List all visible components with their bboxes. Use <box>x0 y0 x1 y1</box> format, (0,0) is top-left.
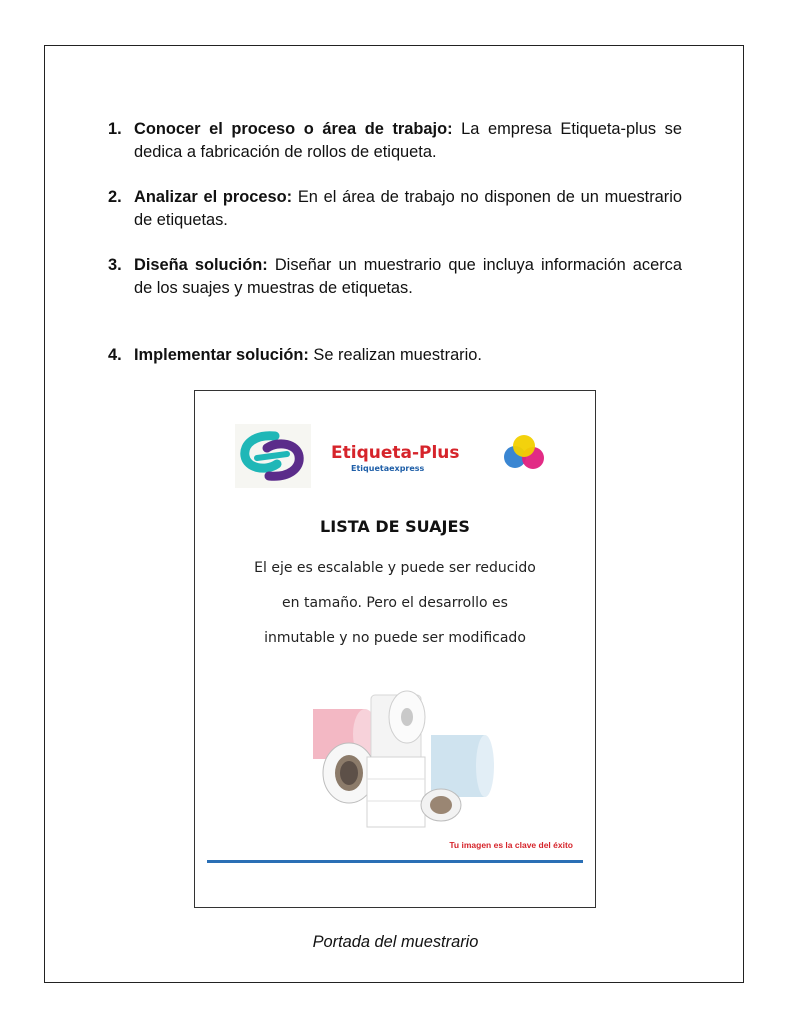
step-title: Analizar el proceso: <box>134 188 298 206</box>
cover-title: LISTA DE SUAJES <box>320 517 470 536</box>
label-rolls-image <box>307 687 497 832</box>
cover-divider <box>207 860 583 863</box>
step-title: Diseña solución: <box>134 256 275 274</box>
brand-name: Etiqueta-Plus <box>331 443 460 463</box>
step-item <box>108 186 682 232</box>
step-title: Implementar solución: <box>134 346 314 364</box>
step-number: 2. <box>108 188 122 206</box>
color-circles-icon <box>501 433 549 473</box>
step-text: La empresa Etiqueta-plus se dedica a fabricación de rollos de etiqueta. <box>134 120 682 161</box>
step-item <box>108 118 682 164</box>
step-title: Conocer el proceso o área de trabajo: <box>134 120 462 138</box>
step-number: 4. <box>108 346 122 364</box>
cover-text-line: inmutable y no puede ser modificado <box>264 630 526 646</box>
step-number: 3. <box>108 256 122 274</box>
cover-text-line: El eje es escalable y puede ser reducido <box>254 560 536 576</box>
step-text: Diseñar un muestrario que incluya información acerca de los suajes y muestras de etiquetas. <box>134 256 682 297</box>
brand-subtitle: Etiquetaexpress <box>351 464 425 473</box>
catalog-cover <box>194 390 596 908</box>
figure-caption: Portada del muestrario <box>312 933 479 951</box>
etiqueta-plus-logo-icon <box>235 424 311 488</box>
step-text: En el área de trabajo no disponen de un muestrario de etiquetas. <box>134 188 682 229</box>
step-number: 1. <box>108 120 122 138</box>
step-text: Se realizan muestrario. <box>313 346 482 364</box>
step-item <box>108 344 682 367</box>
cover-slogan: Tu imagen es la clave del éxito <box>449 840 573 850</box>
steps-list <box>108 118 682 367</box>
step-item <box>108 254 682 300</box>
cover-text-line: en tamaño. Pero el desarrollo es <box>282 595 508 611</box>
